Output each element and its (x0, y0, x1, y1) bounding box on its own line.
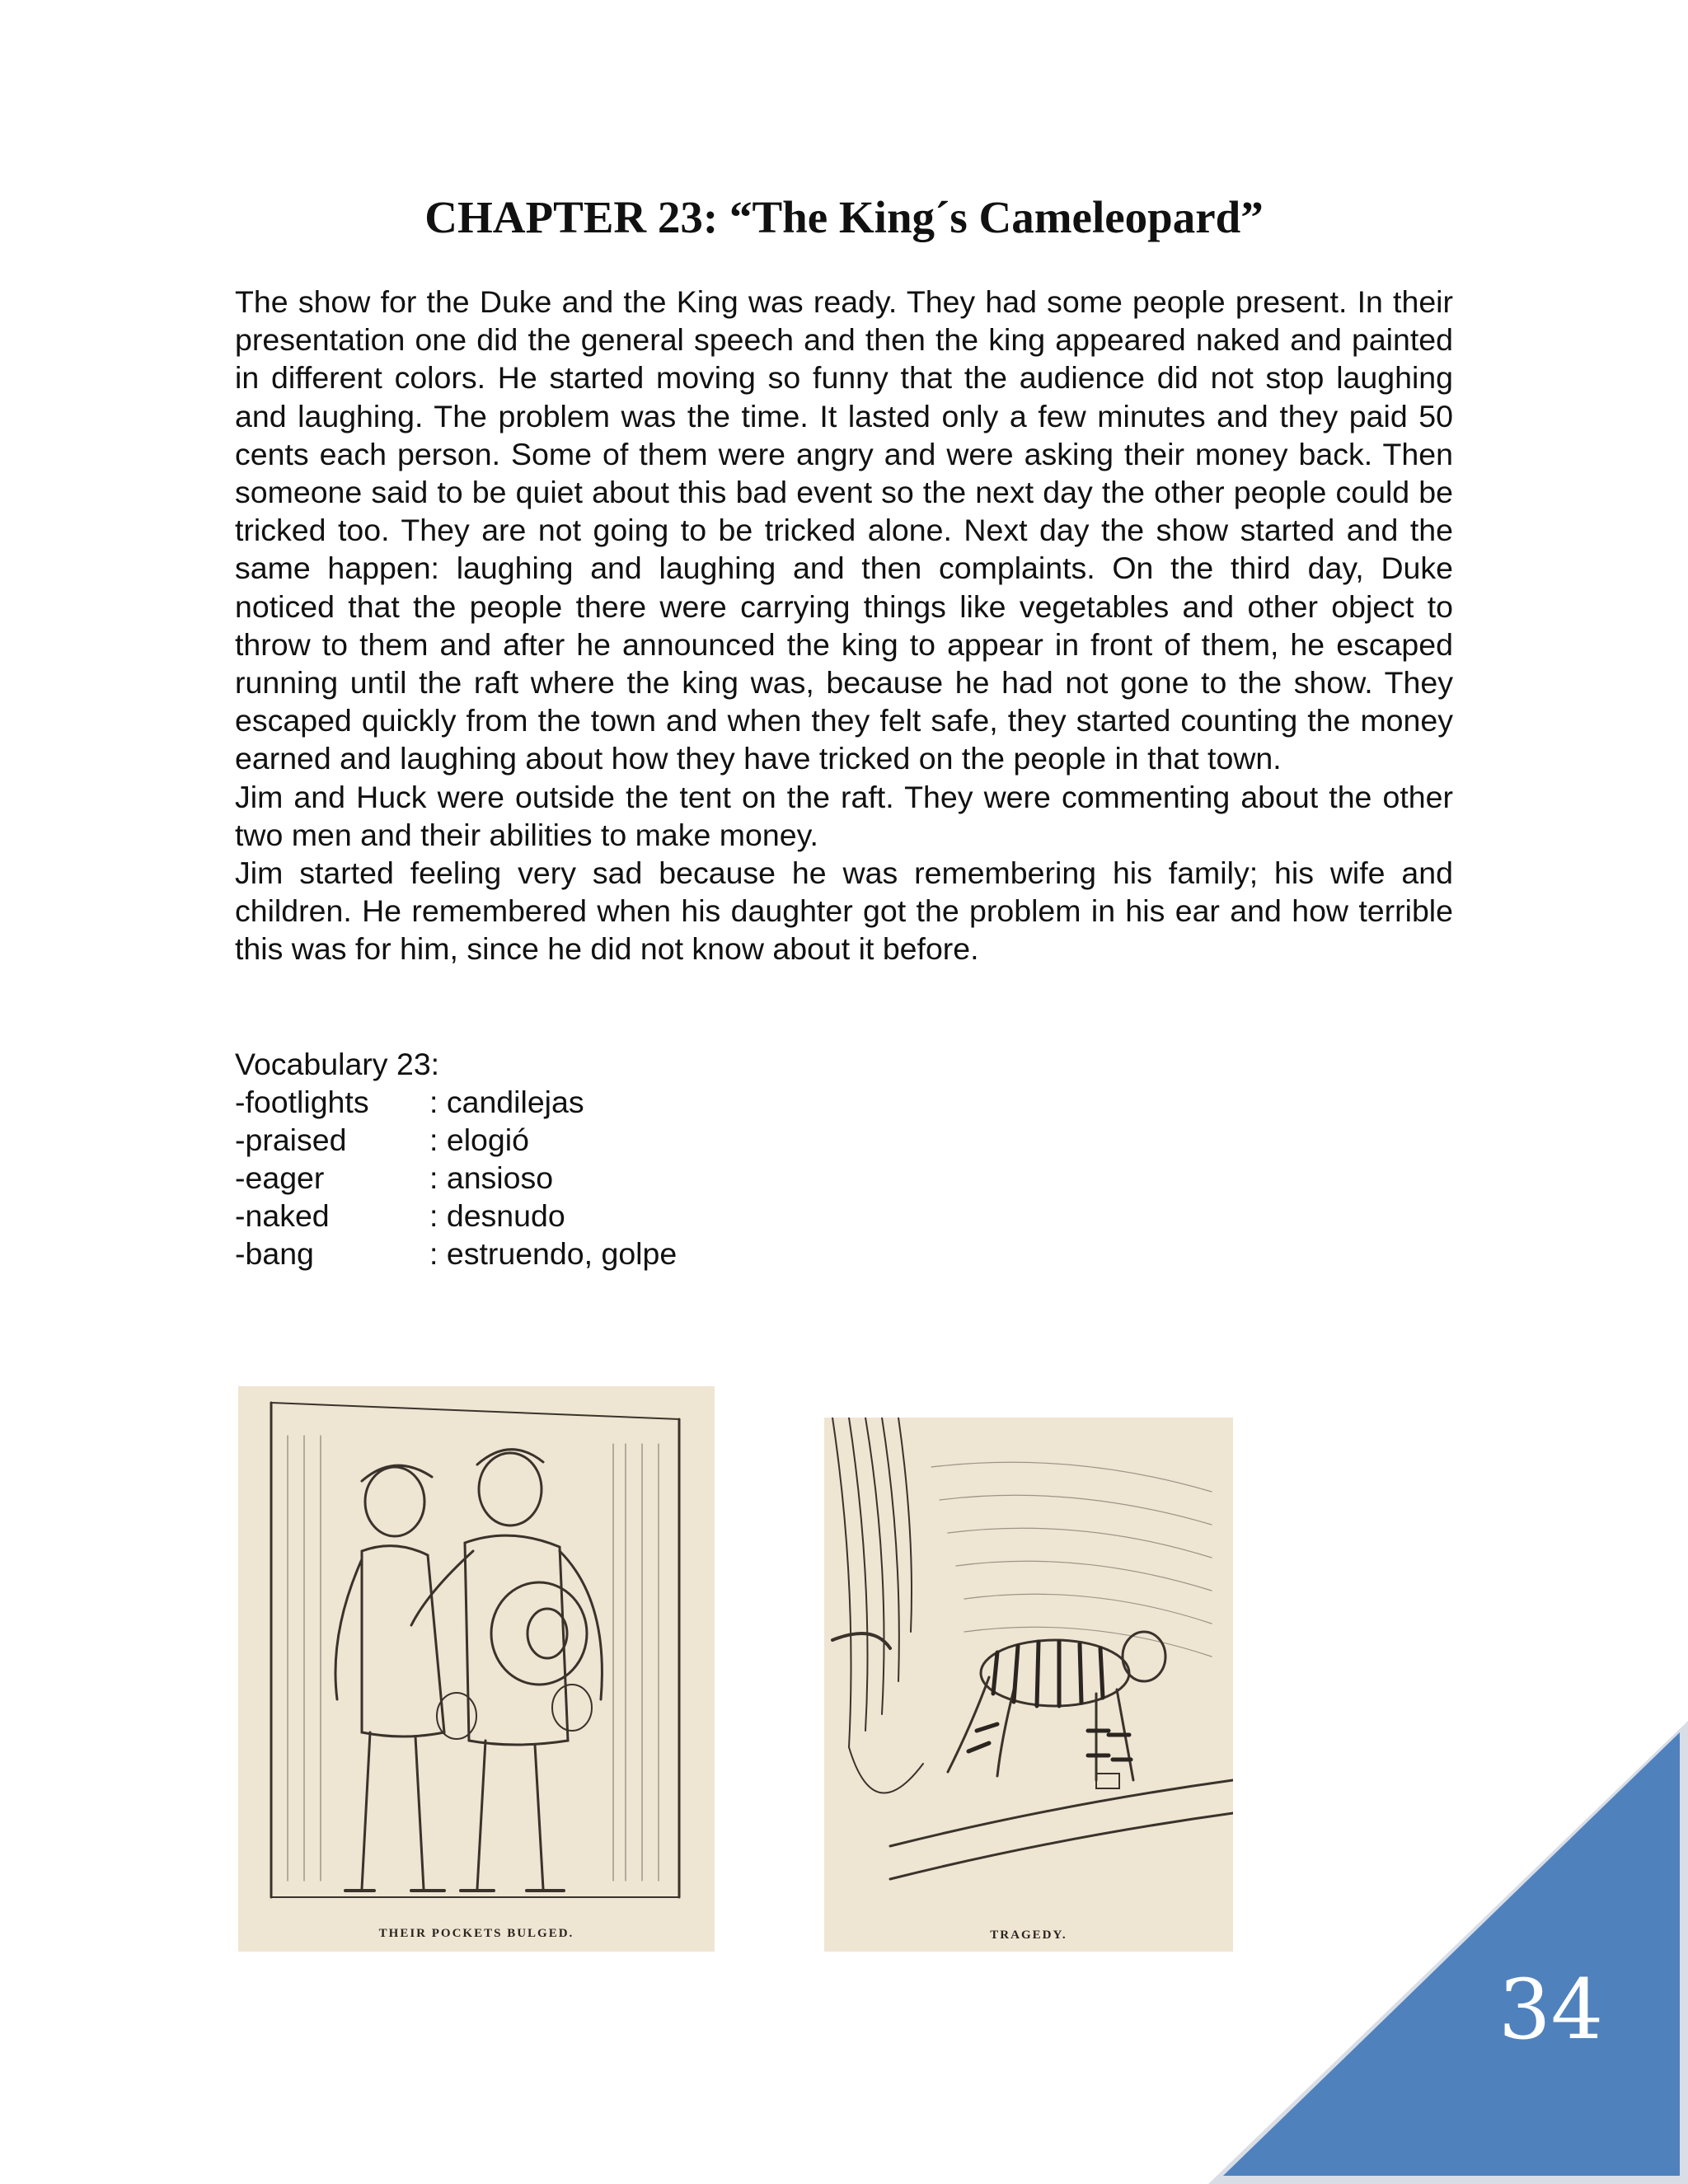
illustration-their-pockets-bulged (238, 1386, 715, 1952)
vocabulary-heading: Vocabulary 23: (235, 1047, 440, 1081)
illustration-caption: THEIR POCKETS BULGED. (378, 1927, 574, 1940)
paragraph: Jim started feeling very sad because he was remembering his family; his wife and children. He remembered when his daughter got the problem in his ear and how terrible this was for him, since he did not know about it before. (235, 855, 1453, 967)
vocabulary-definition: : estruendo, golpe (429, 1236, 678, 1271)
vocabulary-item (235, 1235, 677, 1272)
engraving-two-men (238, 1386, 715, 1952)
vocabulary-term: -footlights (235, 1085, 369, 1119)
vocabulary-term: -praised (235, 1122, 347, 1157)
page-number: 34 (1498, 1961, 1604, 2058)
page-corner-triangle (1208, 1721, 1688, 2184)
vocabulary-term: -eager (235, 1160, 325, 1195)
paragraph: Jim and Huck were outside the tent on the raft. They were commenting about the other two men and their abilities to make money. (235, 779, 1453, 852)
engraving-striped-king (824, 1418, 1233, 1952)
chapter-body (235, 283, 1453, 968)
vocabulary-definition: : ansioso (429, 1160, 554, 1195)
vocabulary-definition: : elogió (429, 1122, 529, 1157)
chapter-title: CHAPTER 23: “The King´s Cameleopard” (424, 192, 1264, 242)
vocabulary-definition: : candilejas (429, 1085, 584, 1119)
illustration-caption: TRAGEDY. (990, 1929, 1067, 1942)
vocabulary-term: -naked (235, 1198, 330, 1233)
vocabulary-term: -bang (235, 1236, 314, 1271)
paragraph: The show for the Duke and the King was ready. They had some people present. In their presentation one did the general speech and then the king appeared naked and painted in different colors. He started moving so funny that the audience did not stop laughing and laughing. The problem was the time. It lasted only a few minutes and they paid 50 cents each person. Some of them were angry and were asking their money back. Then someone said to be quiet about this bad event so the next day the other people could be tricked too. They are not going to be tricked alone. Next day the show started and the same happen: laughing and laughing and then complaints. On the third day, Duke noticed that the people there were carrying things like vegetables and other object to throw to them and after he announced the king to appear in front of them, he escaped running until the raft where the king was, because he had not gone to the show. They escaped quickly from the town and when they felt safe, they started counting the money earned and laughing about how they have tricked on the people in that town. (235, 284, 1453, 776)
vocabulary-item (235, 1197, 677, 1235)
illustration-tragedy (824, 1418, 1233, 1952)
vocabulary-definition: : desnudo (429, 1198, 565, 1233)
vocabulary-item (235, 1083, 677, 1121)
vocabulary-item (235, 1159, 677, 1197)
vocabulary-item (235, 1121, 677, 1159)
vocabulary-list (235, 1045, 677, 1272)
